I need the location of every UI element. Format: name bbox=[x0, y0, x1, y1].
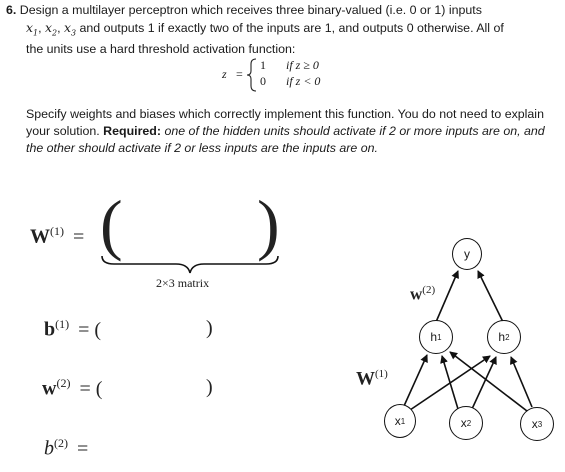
problem-line-1-text: Design a multilayer perceptron which receives three binary-valued (i.e. 0 or 1) inputs bbox=[19, 3, 482, 17]
var-x1: $x_1$ bbox=[26, 20, 39, 38]
activation-eq: = bbox=[236, 67, 243, 81]
node-h1: h 1 bbox=[419, 320, 453, 354]
problem-line-2-text: and outputs 1 if exactly two of the inputs are 1, and outputs 0 otherwise. All of bbox=[79, 21, 504, 35]
node-h2: h 2 bbox=[487, 320, 521, 354]
required-text: one of the hidden units should activate if 2 or more inputs are on, and the other should activate if 2 or less inputs are the inputs are on. bbox=[26, 124, 545, 155]
spec-text: Specify weights and biases which correctly implement this function. You do not need to explain your solution. bbox=[26, 107, 544, 138]
var-x3: $x_3$ bbox=[63, 20, 77, 38]
activation-lhs: z bbox=[222, 67, 227, 81]
b1-close-paren: ) bbox=[206, 317, 213, 339]
b1-label: $b^{(1)}$ = ( bbox=[44, 317, 102, 341]
case-2-condition: if z < 0 bbox=[286, 74, 321, 88]
node-x1: x 1 bbox=[384, 404, 416, 438]
edge-x2-h1 bbox=[442, 356, 458, 409]
edge-x1-h1 bbox=[404, 355, 427, 406]
matrix-note: 2×3 matrix bbox=[156, 276, 210, 290]
edge-x3-h2 bbox=[511, 357, 532, 407]
node-x3: x 3 bbox=[520, 407, 554, 441]
node-y: y bbox=[452, 238, 482, 270]
problem-line-3: the units use a hard threshold activation function: bbox=[26, 42, 296, 57]
problem-number: 6. bbox=[6, 3, 17, 17]
w2-label: $w^{(2)}$ = ( bbox=[42, 376, 103, 400]
edge-h2-y bbox=[478, 271, 503, 322]
case-1-condition: if z ≥ 0 bbox=[286, 58, 319, 72]
node-x2: x 2 bbox=[449, 406, 483, 440]
W1-close-paren: ) bbox=[257, 186, 280, 262]
problem-line-2: $x_1$, $x_2$, $x_3$ and outputs 1 if exactly two of the inputs are 1, and outputs 0 otherwise. All of bbox=[26, 20, 504, 38]
case-1-value: 1 bbox=[260, 58, 266, 72]
W1-label: $W^{(1)}$ = bbox=[30, 224, 85, 248]
W1-open-paren: ( bbox=[100, 186, 123, 262]
edge-x3-h1 bbox=[450, 352, 527, 411]
diagram-w2-label: $w^{(2)}$ bbox=[410, 284, 436, 304]
w2-close-paren: ) bbox=[206, 376, 213, 398]
edge-h1-y bbox=[436, 271, 458, 322]
case-2-value: 0 bbox=[260, 74, 266, 88]
b2-label: $b^{(2)}$ = bbox=[44, 436, 89, 460]
diagram-W1-label: $W^{(1)}$ bbox=[356, 368, 388, 390]
required-label: Required: bbox=[103, 124, 161, 138]
var-x2: $x_2$ bbox=[44, 20, 58, 38]
